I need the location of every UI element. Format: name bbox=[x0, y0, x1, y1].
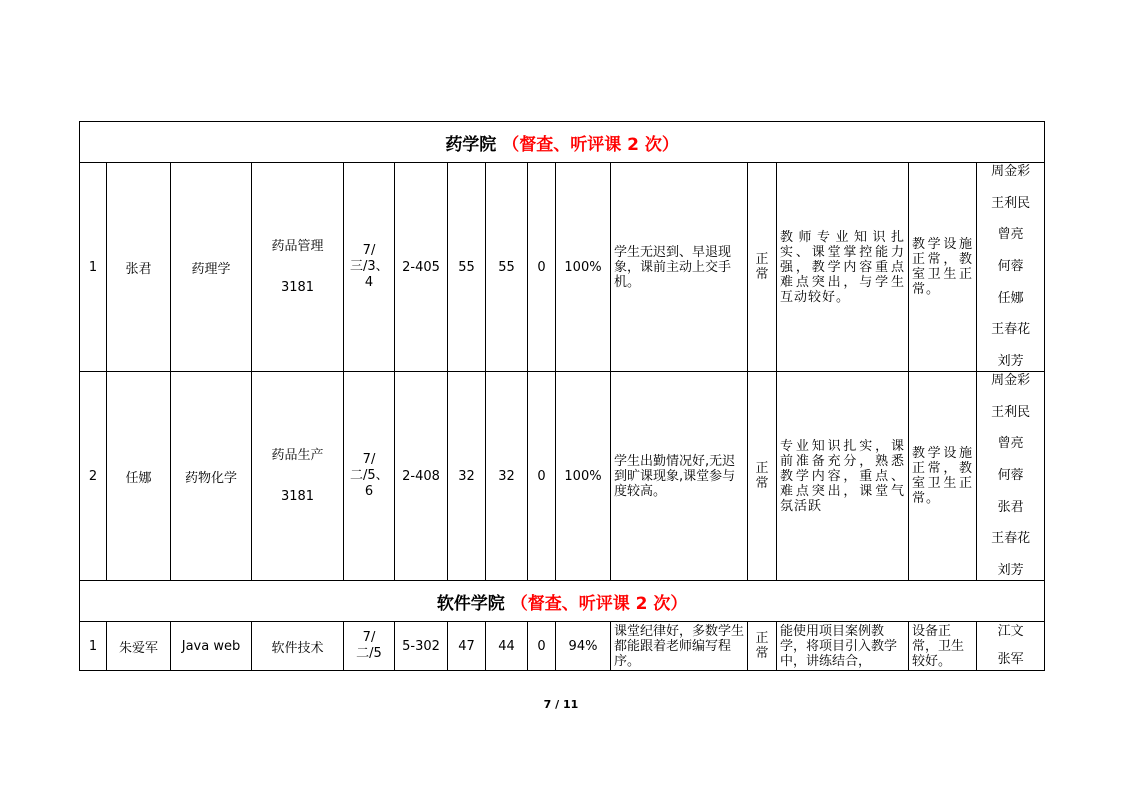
class-code: 3181 bbox=[280, 279, 315, 295]
course-name: 药理学 bbox=[171, 163, 252, 372]
absent-count: 0 bbox=[528, 163, 556, 372]
row-number: 2 bbox=[80, 372, 107, 581]
inspector-name: 张军 bbox=[997, 652, 1024, 667]
inspector-name: 王春花 bbox=[991, 322, 1031, 338]
expected-count: 55 bbox=[448, 163, 486, 372]
status-cell bbox=[748, 163, 777, 372]
class-major: 软件技术 bbox=[252, 622, 344, 671]
facility-comment: 设备正常，卫生较好。 bbox=[909, 622, 977, 671]
inspector-name: 任娜 bbox=[997, 290, 1024, 306]
class-major: 药品生产 bbox=[271, 447, 324, 463]
college-name: 药学院 bbox=[445, 134, 497, 155]
student-comment: 学生出勤情况好,无迟到旷课现象,课堂参与度较高。 bbox=[611, 372, 748, 581]
table-row bbox=[80, 372, 1045, 581]
row-number: 1 bbox=[80, 622, 107, 671]
actual-count: 32 bbox=[486, 372, 528, 581]
absent-count: 0 bbox=[528, 372, 556, 581]
teacher-name: 任娜 bbox=[107, 372, 171, 581]
student-comment: 课堂纪律好，多数学生都能跟着老师编写程序。 bbox=[611, 622, 748, 671]
inspector-name: 张君 bbox=[997, 499, 1024, 515]
inspectors-cell bbox=[977, 622, 1045, 671]
class-cell bbox=[252, 163, 344, 372]
class-time: 7/二/5、6 bbox=[344, 372, 395, 581]
inspection-table bbox=[79, 121, 1045, 671]
inspector-list bbox=[977, 623, 1044, 669]
status-text: 正常 bbox=[755, 252, 769, 282]
teacher-comment: 能使用项目案例教学，将项目引入教学中，讲练结合， bbox=[777, 622, 909, 671]
inspectors-cell bbox=[977, 372, 1045, 581]
inspector-name: 曾亮 bbox=[997, 436, 1024, 452]
inspector-name: 何蓉 bbox=[997, 467, 1024, 483]
inspection-note: （督查、听评课 2 次） bbox=[502, 134, 679, 155]
student-comment: 学生无迟到、早退现象，课前主动上交手机。 bbox=[611, 163, 748, 372]
inspector-name: 周金彩 bbox=[991, 164, 1031, 179]
inspector-name: 王春花 bbox=[991, 531, 1031, 547]
page-number: 7 / 11 bbox=[543, 698, 579, 711]
row-number: 1 bbox=[80, 163, 107, 372]
inspection-note: （督查、听评课 2 次） bbox=[510, 593, 688, 614]
table-row bbox=[80, 163, 1045, 372]
status-text: 正常 bbox=[755, 631, 769, 661]
classroom: 2-405 bbox=[395, 163, 448, 372]
attendance-rate: 100% bbox=[556, 163, 611, 372]
table-row bbox=[80, 622, 1045, 671]
inspector-name: 王利民 bbox=[991, 195, 1031, 211]
status-cell bbox=[748, 372, 777, 581]
classroom: 2-408 bbox=[395, 372, 448, 581]
class-major: 药品管理 bbox=[271, 238, 324, 254]
inspector-name: 江文 bbox=[997, 624, 1024, 639]
status-text: 正常 bbox=[755, 461, 769, 491]
actual-count: 55 bbox=[486, 163, 528, 372]
inspector-name: 曾亮 bbox=[997, 227, 1024, 243]
inspectors-cell bbox=[977, 163, 1045, 372]
absent-count: 0 bbox=[528, 622, 556, 671]
teacher-name: 朱爱军 bbox=[107, 622, 171, 671]
class-cell bbox=[252, 372, 344, 581]
teacher-name: 张君 bbox=[107, 163, 171, 372]
inspector-name: 周金彩 bbox=[991, 373, 1031, 388]
section-header-software bbox=[80, 581, 1045, 622]
section-header-pharmacy bbox=[80, 122, 1045, 163]
class-code: 3181 bbox=[280, 488, 315, 504]
status-cell bbox=[748, 622, 777, 671]
class-time: 7/三/3、4 bbox=[344, 163, 395, 372]
inspector-list bbox=[977, 163, 1044, 371]
attendance-rate: 100% bbox=[556, 372, 611, 581]
course-name: Java web bbox=[171, 622, 252, 671]
attendance-rate: 94% bbox=[556, 622, 611, 671]
inspector-name: 刘芳 bbox=[997, 562, 1024, 578]
inspector-list bbox=[977, 372, 1044, 580]
facility-comment: 教学设施正常，教室卫生正常。 bbox=[909, 163, 977, 372]
class-time: 7/二/5 bbox=[344, 622, 395, 671]
college-name: 软件学院 bbox=[436, 593, 505, 614]
teacher-comment: 教师专业知识扎实、课堂掌控能力强，教学内容重点难点突出，与学生互动较好。 bbox=[777, 163, 909, 372]
course-name: 药物化学 bbox=[171, 372, 252, 581]
teacher-comment: 专业知识扎实，课前准备充分，熟悉教学内容，重点、难点突出，课堂气氛活跃 bbox=[777, 372, 909, 581]
facility-comment: 教学设施正常，教室卫生正常。 bbox=[909, 372, 977, 581]
inspector-name: 何蓉 bbox=[997, 258, 1024, 274]
classroom: 5-302 bbox=[395, 622, 448, 671]
actual-count: 44 bbox=[486, 622, 528, 671]
expected-count: 32 bbox=[448, 372, 486, 581]
inspector-name: 刘芳 bbox=[997, 353, 1024, 369]
expected-count: 47 bbox=[448, 622, 486, 671]
inspector-name: 王利民 bbox=[991, 404, 1031, 420]
